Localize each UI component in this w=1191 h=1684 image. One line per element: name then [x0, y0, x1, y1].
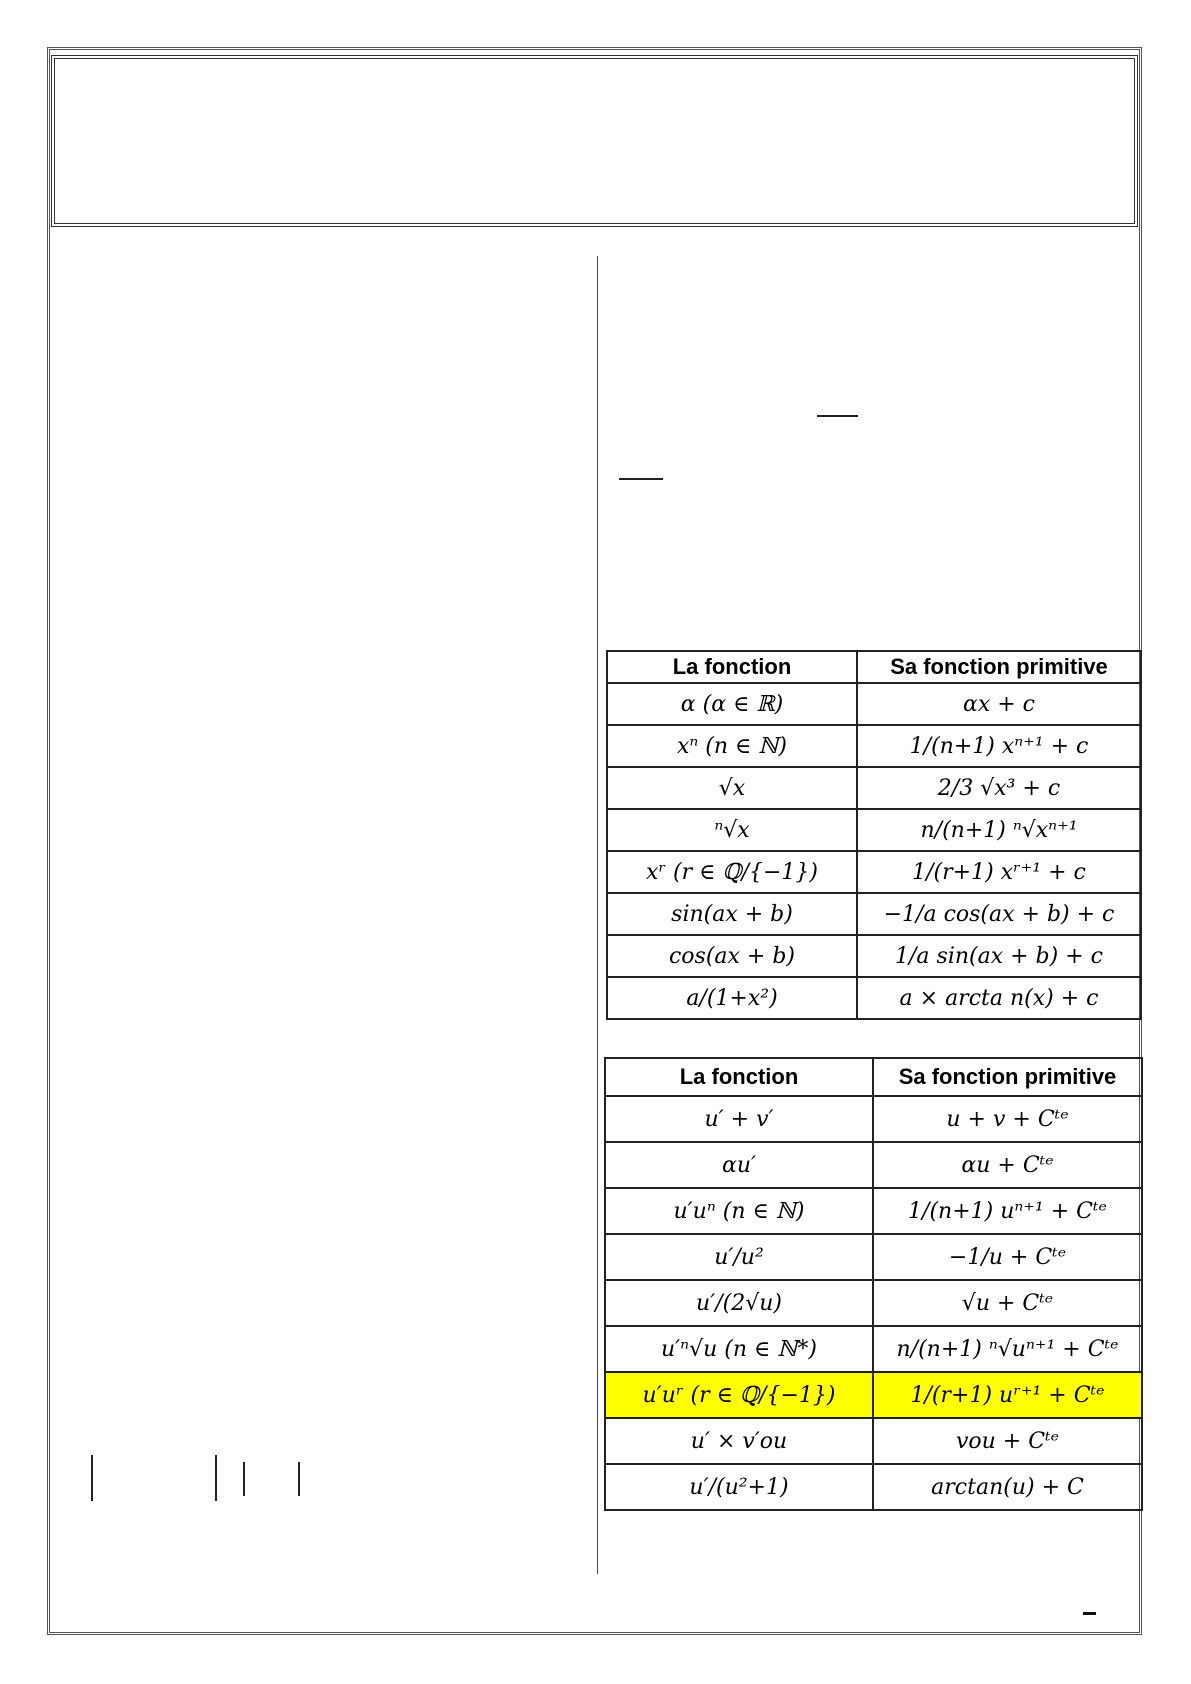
function-cell: u′/(u²+1)	[605, 1464, 873, 1510]
primitive-cell: 1/(r+1) uʳ⁺¹ + Cᵗᵉ	[873, 1372, 1142, 1418]
function-cell: a/(1+x²)	[607, 977, 857, 1019]
table-row	[607, 893, 1141, 935]
table-row	[607, 935, 1141, 977]
table-row	[605, 1188, 1142, 1234]
table-row	[607, 851, 1141, 893]
primitive-cell: αu + Cᵗᵉ	[873, 1142, 1142, 1188]
fraction-bar	[817, 415, 858, 417]
primitive-cell: 1/a sin(ax + b) + c	[857, 935, 1141, 977]
table-row	[605, 1142, 1142, 1188]
primitive-cell: αx + c	[857, 683, 1141, 725]
function-cell: xⁿ (n ∈ ℕ)	[607, 725, 857, 767]
table-row	[605, 1418, 1142, 1464]
primitive-cell: u + v + Cᵗᵉ	[873, 1096, 1142, 1142]
column-divider	[597, 256, 598, 1574]
primitive-cell: √u + Cᵗᵉ	[873, 1280, 1142, 1326]
function-cell: u′/u²	[605, 1234, 873, 1280]
table-row	[605, 1326, 1142, 1372]
function-cell: u′ + v′	[605, 1096, 873, 1142]
column-header: La fonction	[607, 651, 857, 683]
function-cell: ⁿ√x	[607, 809, 857, 851]
function-cell: u′uʳ (r ∈ ℚ/{−1})	[605, 1372, 873, 1418]
primitives-table-composite	[604, 1057, 1143, 1511]
table-row	[607, 683, 1141, 725]
primitive-cell: vou + Cᵗᵉ	[873, 1418, 1142, 1464]
primitive-cell: −1/a cos(ax + b) + c	[857, 893, 1141, 935]
function-cell: u′ × v′ou	[605, 1418, 873, 1464]
abs-bar-mark	[215, 1455, 217, 1501]
table-row	[607, 725, 1141, 767]
abs-bar-mark	[91, 1455, 93, 1501]
table-row	[607, 977, 1141, 1019]
column-header: Sa fonction primitive	[857, 651, 1141, 683]
table-row-highlighted	[605, 1372, 1142, 1418]
primitive-cell: n/(n+1) ⁿ√xⁿ⁺¹	[857, 809, 1141, 851]
primitive-cell: n/(n+1) ⁿ√uⁿ⁺¹ + Cᵗᵉ	[873, 1326, 1142, 1372]
table-header-row	[605, 1058, 1142, 1096]
function-cell: xʳ (r ∈ ℚ/{−1})	[607, 851, 857, 893]
primitive-cell: arctan(u) + C	[873, 1464, 1142, 1510]
function-cell: u′/(2√u)	[605, 1280, 873, 1326]
function-cell: u′uⁿ (n ∈ ℕ)	[605, 1188, 873, 1234]
function-cell: α (α ∈ ℝ)	[607, 683, 857, 725]
abs-bar-mark	[243, 1462, 245, 1496]
primitive-cell: −1/u + Cᵗᵉ	[873, 1234, 1142, 1280]
table-row	[605, 1234, 1142, 1280]
table-row	[605, 1280, 1142, 1326]
table-row	[605, 1464, 1142, 1510]
column-header: Sa fonction primitive	[873, 1058, 1142, 1096]
table-header-row	[607, 651, 1141, 683]
table-row	[607, 809, 1141, 851]
function-cell: αu′	[605, 1142, 873, 1188]
primitive-cell: 1/(n+1) uⁿ⁺¹ + Cᵗᵉ	[873, 1188, 1142, 1234]
function-cell: sin(ax + b)	[607, 893, 857, 935]
table-row	[607, 767, 1141, 809]
page-number-mark	[1083, 1612, 1096, 1615]
function-cell: √x	[607, 767, 857, 809]
abs-bar-mark	[298, 1462, 300, 1496]
primitive-cell: a × arcta n(x) + c	[857, 977, 1141, 1019]
primitive-cell: 1/(n+1) xⁿ⁺¹ + c	[857, 725, 1141, 767]
primitive-cell: 2/3 √x³ + c	[857, 767, 1141, 809]
primitive-cell: 1/(r+1) xʳ⁺¹ + c	[857, 851, 1141, 893]
function-cell: u′ⁿ√u (n ∈ ℕ*)	[605, 1326, 873, 1372]
table-row	[605, 1096, 1142, 1142]
header-box	[51, 55, 1138, 227]
function-cell: cos(ax + b)	[607, 935, 857, 977]
fraction-bar	[619, 478, 663, 480]
column-header: La fonction	[605, 1058, 873, 1096]
primitives-table-basic	[606, 650, 1142, 1020]
